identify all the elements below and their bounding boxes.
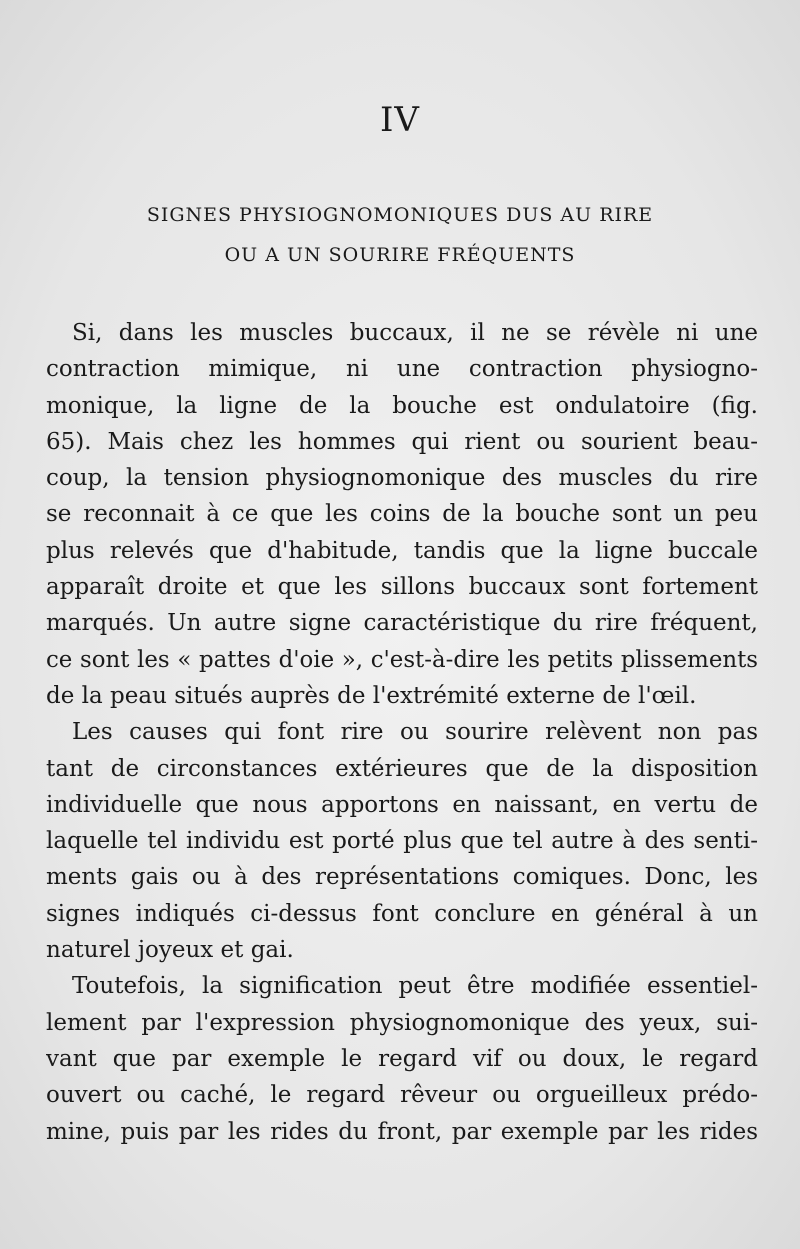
chapter-heading-line-2: OU A UN SOURIRE FRÉQUENTS <box>224 244 576 266</box>
text-line: Toutefois, la signification peut être modifiée essentiel- <box>72 973 758 1000</box>
text-line: 65). Mais chez les hommes qui rient ou sourient beau- <box>46 428 758 455</box>
chapter-heading-line-1: SIGNES PHYSIOGNOMONIQUES DUS AU RIRE <box>146 204 654 226</box>
text-line: coup, la tension physiognomonique des muscles du rire <box>46 465 758 492</box>
text-line: Les causes qui font rire ou sourire relèvent non pas <box>72 719 758 746</box>
chapter-number: IV <box>380 100 420 140</box>
text-line: ments gais ou à des représentations comiques. Donc, les <box>46 864 758 891</box>
text-line: tant de circonstances extérieures que de la disposition <box>46 755 758 782</box>
text-line: naturel joyeux et gai. <box>46 937 294 964</box>
text-line: ce sont les « pattes d'oie », c'est-à-dire les petits plissements <box>46 646 758 673</box>
text-line: vant que par exemple le regard vif ou doux, le regard <box>46 1045 758 1072</box>
text-line: plus relevés que d'habitude, tandis que la ligne buccale <box>46 537 758 564</box>
text-line: individuelle que nous apportons en naissant, en vertu de <box>46 791 758 818</box>
text-line: mine, puis par les rides du front, par exemple par les rides <box>46 1118 758 1145</box>
text-line: se reconnait à ce que les coins de la bouche sont un peu <box>46 501 758 528</box>
text-line: laquelle tel individu est porté plus que tel autre à des senti- <box>46 828 758 855</box>
text-line: Si, dans les muscles buccaux, il ne se révèle ni une <box>72 320 758 346</box>
text-line: apparaît droite et que les sillons buccaux sont fortement <box>46 574 758 601</box>
text-line: contraction mimique, ni une contraction physiogno- <box>46 356 758 383</box>
text-line: ouvert ou caché, le regard rêveur ou orgueilleux prédo- <box>46 1082 758 1109</box>
text-line: marqués. Un autre signe caractéristique du rire fréquent, <box>46 610 758 637</box>
body-text <box>46 315 758 1150</box>
text-line: signes indiqués ci-dessus font conclure en général à un <box>46 900 758 927</box>
text-line: de la peau situés auprès de l'extrémité externe de l'œil. <box>46 682 697 709</box>
text-line: lement par l'expression physiognomonique des yeux, sui- <box>46 1009 758 1036</box>
text-line: monique, la ligne de la bouche est ondulatoire (fig. <box>46 392 758 419</box>
